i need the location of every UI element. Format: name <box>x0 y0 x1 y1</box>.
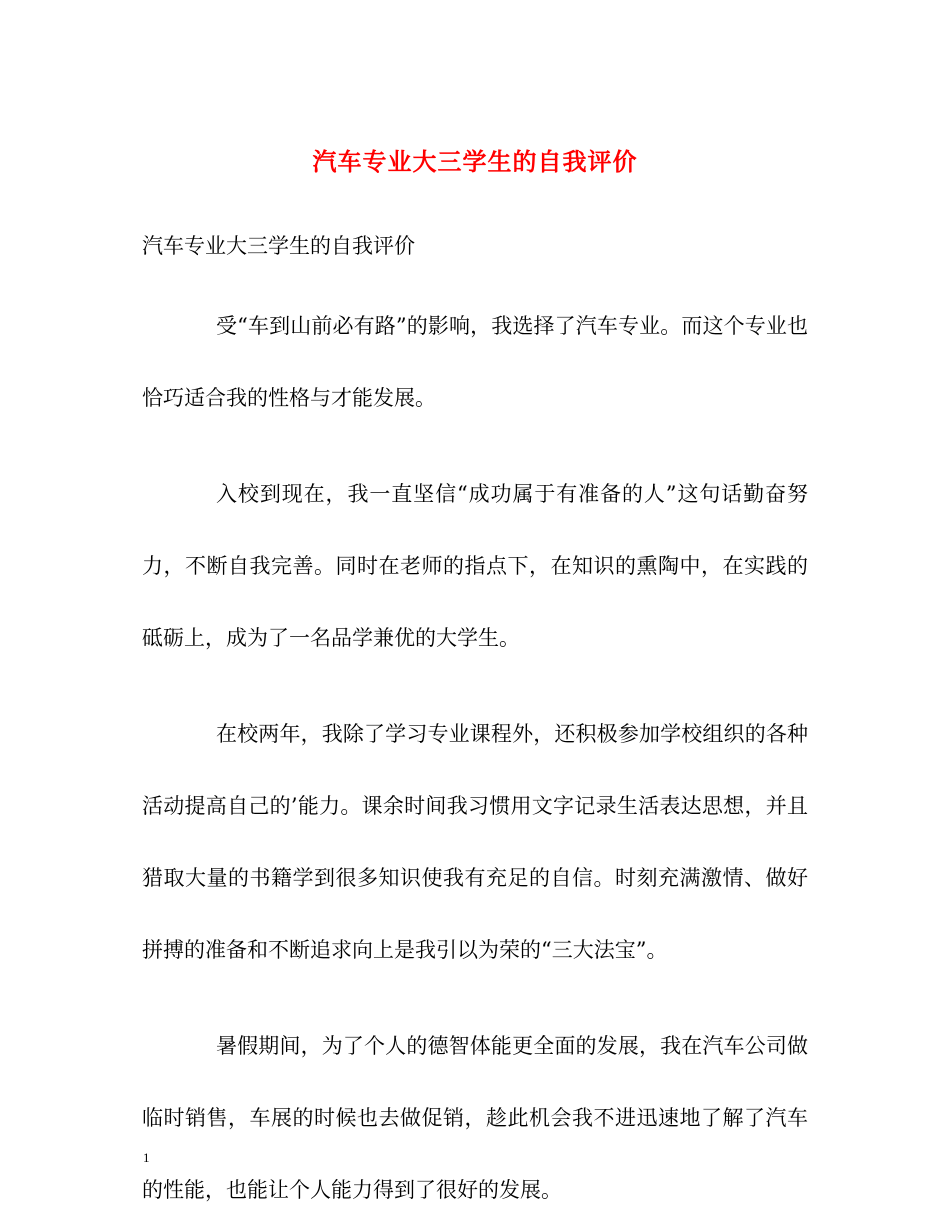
paragraph-1: 受“车到山前必有路”的影响，我选择了汽车专业。而这个专业也恰巧适合我的性格与才能发展。 <box>142 314 808 410</box>
paragraph-4: 暑假期间，为了个人的德智体能更全面的发展，我在汽车公司做临时销售，车展的时候也去做促销，趁此机会我不进迅速地了解了汽车的性能，也能让个人能力得到了很好的发展。 <box>142 1034 808 1202</box>
document-title: 汽车专业大三学生的自我评价 <box>312 147 638 176</box>
paragraph-2: 入校到现在，我一直坚信“成功属于有准备的人”这句话勤奋努力，不断自我完善。同时在老师的指点下，在知识的熏陶中，在实践的砥砺上，成为了一名品学兼优的大学生。 <box>142 482 808 650</box>
document-subtitle: 汽车专业大三学生的自我评价 <box>142 234 415 258</box>
paragraph-3: 在校两年，我除了学习专业课程外，还积极参加学校组织的各种活动提高自己的’能力。课余时间我习惯用文字记录生活表达思想，并且猎取大量的书籍学到很多知识使我有充足的自信。时刻充满激情、做好拼搏的准备和不断追求向上是我引以为荣的“三大法宝”。 <box>142 722 808 962</box>
page-number: 1 <box>143 1150 150 1165</box>
document-body <box>142 229 808 1226</box>
